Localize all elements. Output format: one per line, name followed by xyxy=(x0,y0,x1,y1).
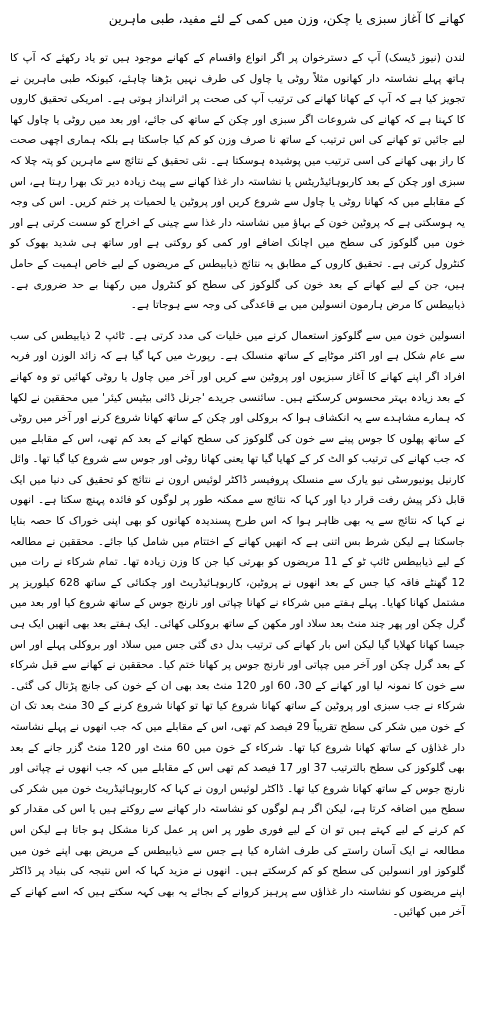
article-paragraph-2: انسولین خون میں سے گلوکوز استعمال کرنے میں خلیات کی مدد کرتی ہے۔ ٹائپ 2 ذیابیطس کی سب سے عام شکل ہے اور اکثر موٹاپے کے ساتھ منسلک ہے۔ رپورٹ میں کہا گیا ہے کہ زائد الوزن اور فربہ افراد اگر اپنے کھانے کا آغاز سبزیوں اور پروٹین سے کریں اور آخر میں چاول یا روٹی کھائیں تو وہ کھانے کے بعد زیادہ بہتر محسوس کرسکتے ہیں۔ سائنسی جریدے 'جرنل ڈائی بیٹیس کیئر' میں محققین نے لکھا کہ ہمارے مشاہدے سے یہ انکشاف ہوا کہ بروکلی اور چکن کے ساتھ کھانا شروع کرنے اور آخر میں روٹی کے ساتھ پھلوں کا جوس پینے سے خون کی گلوکوز کی سطح کھانے کے بعد کم تھی، اس کے مقابلے میں کہ جب کھانے کی ترتیب کو الٹ کر کے کھایا گیا تھا یعنی کھانا روٹی اور جوس سے شروع کیا گیا تھا۔ وائل کارنیل یونیورسٹی نیو یارک سے منسلک پروفیسر ڈاکٹر لوئیس ارون نے نتائج کو تحقیق کی دنیا میں ایک قابل ذکر پیش رفت قرار دیا اور کہا کہ نتائج سے ممکنہ طور پر لوگوں کو فائدہ پہنچ سکتا ہے۔ انھوں نے کہا کہ نتائج سے یہ بھی ظاہر ہوا کہ اس طرح پسندیدہ کھانوں کو بھی اپنی خوراک کا حصہ بنایا جاسکتا ہے لیکن شرط بس اتنی ہے کہ انھیں کھانے کے اختتام میں شامل کیا جائے۔ محققین نے مطالعہ کے لیے ذیابیطس ٹائپ ٹو کے 11 مریضوں کو بھرتی کیا جن کا وزن زیادہ تھا۔ تمام شرکاء نے رات میں 12 گھنٹے فاقہ کیا جس کے بعد انھوں نے پروٹین، کاربوہائیڈریٹ اور چکنائی کے ساتھ 628 کیلوریز پر مشتمل کھانا کھایا۔ پہلے ہفتے میں شرکاء نے کھانا چپاتی اور نارنج جوس کے ساتھ شروع کیا اور بعد میں گرل چکن اور پھر چند منٹ بعد سلاد اور مکھن کے ساتھ بروکلی کھائی۔ ایک ہفتے بعد بھی انھیں ایک ہی جیسا کھانا کھلایا گیا لیکن اس بار کھانے کی ترتیب بدل دی گئی جس میں سلاد اور بروکلی پہلے اور اس کے بعد گرل چکن اور آخر میں چپاتی اور نارنج جوس پر کھانا ختم کیا۔ محققین نے کھانے سے قبل شرکاء سے خون کا نمونہ لیا اور کھانے کے 30، 60 اور 120 منٹ بعد بھی ان کے خون کی جانچ پڑتال کی گئی۔ شرکاء نے جب سبزی اور پروٹین کے ساتھ کھانا شروع کیا تھا تو کھانا شروع کرنے کے 30 منٹ بعد تک ان کے خون میں شکر کی سطح تقریباً 29 فیصد کم تھی، اس کے مقابلے میں کہ جب انھوں نے پہلے نشاستہ دار غذاؤں کے ساتھ کھانا شروع کیا تھا۔ شرکاء کے خون میں 60 منٹ اور 120 منٹ گزر جانے کے بعد بھی گلوکوز کی سطح بالترتیب 37 اور 17 فیصد کم تھی اس کے مقابلے میں کہ جب انھوں نے چپاتی اور نارنج جوس کے ساتھ کھانا شروع کیا تھا۔ ڈاکٹر لوئیس ارون نے کہا کہ کاربوہائیڈریٹ خون میں شکر کی سطح میں اضافہ کرتا ہے، لیکن اگر ہم لوگوں کو نشاستہ دار کھانے سے روکتے ہیں یا اس کی مقدار کو کم کرنے کے لیے کہتے ہیں تو ان کے لیے فوری طور پر اس پر عمل کرنا مشکل ہو جاتا ہے لیکن اس مطالعہ نے ایک آسان راستے کی طرف اشارہ کیا ہے جس سے ذیابیطس کے مریض بھی اپنے خون میں گلوکوز اور انسولین کی سطح کو کم کرسکتے ہیں۔ انھوں نے مزید کہا کہ اس نتیجہ کی بنیاد پر ڈاکٹر اپنے مریضوں کو نشاستہ دار غذاؤں سے پرہیز کروانے کے بجائے یہ بھی کہہ سکتے ہیں کہ اسے کھانے کے آخر میں کھائیں۔ xyxy=(10,329,466,919)
article-paragraph-1: لندن (نیوز ڈیسک) آپ کے دسترخوان پر اگر انواع واقسام کے کھانے موجود ہیں تو یاد رکھئے کہ آپ کا ہاتھ پہلے نشاستہ دار کھانوں مثلاً روٹی یا چاول کی طرف نہیں بڑھنا چاہئے، کیونکہ طبی ماہرین نے تجویز کیا ہے کہ آپ کے کھانا کھانے کی ترتیب آپ کی صحت پر اثرانداز ہوتی ہے۔ امریکی تحقیق کاروں کا کہنا ہے کہ کھانے کی شروعات اگر سبزی اور چکن کے ساتھ کی جائے، اور بعد میں روٹی یا چاول کھا لیے جائیں تو کھانے کی اس ترتیب کے ساتھ نا صرف وزن کو کم کیا جاسکتا ہے بلکہ ہماری اچھی صحت کا راز بھی کھانے کی اسی ترتیب میں پوشیدہ ہوسکتا ہے۔ نئی تحقیق کے نتائج سے ماہرین کو پتہ چلا کہ سبزی اور چکن کے بعد کاربوہائیڈریٹس یا نشاستہ دار غذا کھانے سے پیٹ زیادہ دیر تک بھرا رہتا ہے، اس کے مقابلے میں کہ کھانا روٹی یا چاول سے شروع کریں اور پروٹین یا لحمیات پر ختم کریں۔ اس کی وجہ یہ ہوسکتی ہے کہ پروٹین خون کے بہاؤ میں نشاستہ دار غذا سے چینی کے اخراج کو سست کرتی ہے اور خون میں گلوکوز کی سطح میں اچانک اضافے اور کمی کو روکتی ہے اور ساتھ ہی شدید بھوک کو کنٹرول کرتی ہے۔ تحقیق کاروں کے مطابق یہ نتائج ذیابیطس کے مریضوں کے لیے خاص اہمیت کے حامل ہیں، جن کے لیے کھانے کے بعد خون کی گلوکوز کی سطح کو کنٹرول میں رکھنا بے حد ضروری ہے۔ ذیابیطس کا مرض ہارمون انسولین میں بے قاعدگی کی وجہ سے ہوجاتا ہے۔ xyxy=(10,52,465,312)
article-headline: کھانے کا آغاز سبزی یا چکن، وزن میں کمی کے لئے مفید، طبی ماہرین xyxy=(108,11,465,26)
